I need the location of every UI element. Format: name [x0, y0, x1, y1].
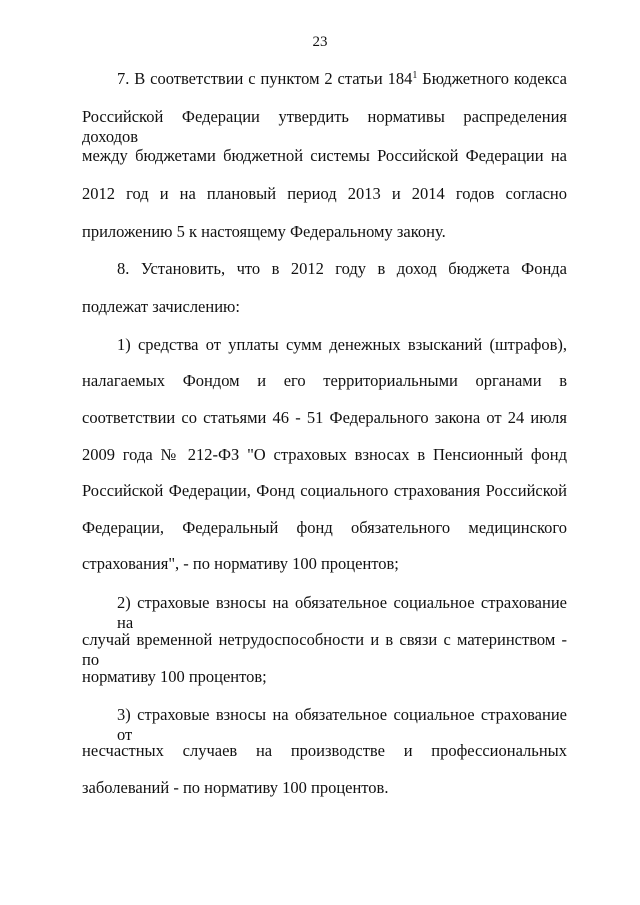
page-number: 23	[312, 34, 328, 50]
paragraph-7-line-1	[117, 69, 567, 89]
paragraph-7-line-5: приложению 5 к настоящему Федеральному закону.	[82, 222, 446, 241]
item-1-line-5: Российской Федерации, Фонд социального страхования Российской	[82, 481, 567, 500]
item-2-line-2: случай временной нетрудоспособности и в связи с материнством - по	[82, 630, 567, 669]
item-3-line-1: 3) страховые взносы на обязательное социальное страхование от	[117, 705, 567, 744]
paragraph-7-line-1-text-b: Бюджетного кодекса	[417, 69, 568, 88]
paragraph-8-line-2: подлежат зачислению:	[82, 297, 240, 316]
item-3-line-3: заболеваний - по нормативу 100 процентов.	[82, 778, 389, 797]
item-2-line-3: нормативу 100 процентов;	[82, 667, 267, 686]
item-1-line-1: 1) средства от уплаты сумм денежных взысканий (штрафов),	[117, 335, 567, 354]
superscript-article-number: 1	[412, 70, 418, 81]
item-1-line-4: 2009 года № 212-ФЗ "О страховых взносах в Пенсионный фонд	[82, 445, 567, 464]
paragraph-7-line-2: Российской Федерации утвердить нормативы распределения доходов	[82, 107, 567, 146]
item-1-line-6: Федерации, Федеральный фонд обязательного медицинского	[82, 518, 567, 537]
item-1-line-2: налагаемых Фондом и его территориальными органами в	[82, 371, 567, 390]
paragraph-7-line-4: 2012 год и на плановый период 2013 и 2014 годов согласно	[82, 184, 567, 203]
item-1-line-7: страхования", - по нормативу 100 процентов;	[82, 554, 399, 573]
item-2-line-1: 2) страховые взносы на обязательное социальное страхование на	[117, 593, 567, 632]
item-1-line-3: соответствии со статьями 46 - 51 Федерального закона от 24 июля	[82, 408, 567, 427]
item-3-line-2: несчастных случаев на производстве и профессиональных	[82, 741, 567, 760]
paragraph-8-line-1: 8. Установить, что в 2012 году в доход бюджета Фонда	[117, 259, 567, 278]
paragraph-7-line-3: между бюджетами бюджетной системы Российской Федерации на	[82, 146, 567, 165]
paragraph-7-line-1-text-a: 7. В соответствии с пунктом 2 статьи 184	[117, 69, 413, 88]
